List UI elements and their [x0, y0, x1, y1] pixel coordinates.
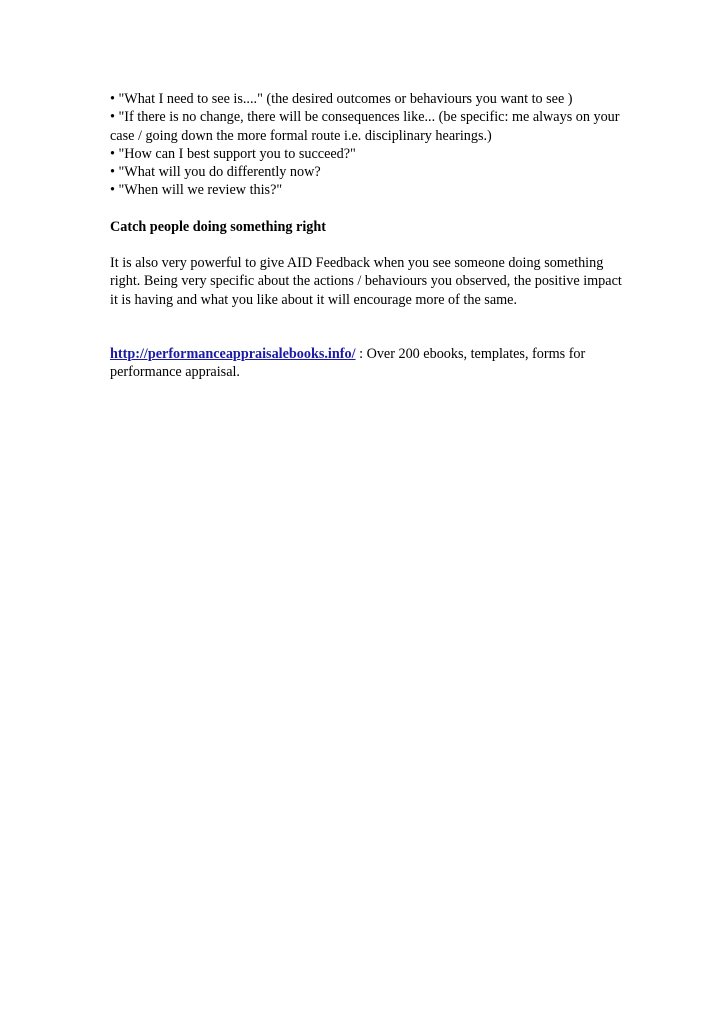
list-item: • "What will you do differently now? [110, 164, 321, 181]
resource-description: : Over 200 ebooks, templates, forms for performance appraisal. [110, 345, 586, 381]
list-item: • "What I need to see is...." (the desired outcomes or behaviours you want to see ) [110, 91, 573, 107]
list-item: • "How can I best support you to succeed?" [110, 145, 356, 162]
resource-line [110, 345, 625, 382]
feedback-question-list [110, 90, 625, 200]
page-content [110, 90, 625, 382]
section-paragraph: It is also very powerful to give AID Feedback when you see someone doing something right. Being very specific about the actions / behaviours you observed, the positive impact it is having and what you like about it will encourage more of the same. [110, 255, 622, 308]
list-item: • "If there is no change, there will be consequences like... (be specific: me always on your case / going down the more formal route i.e. disciplinary hearings.) [110, 109, 620, 144]
resource-link[interactable]: http://performanceappraisalebooks.info/ [110, 345, 356, 362]
section-heading: Catch people doing something right [110, 218, 326, 235]
list-item: • "When will we review this?" [110, 182, 283, 199]
